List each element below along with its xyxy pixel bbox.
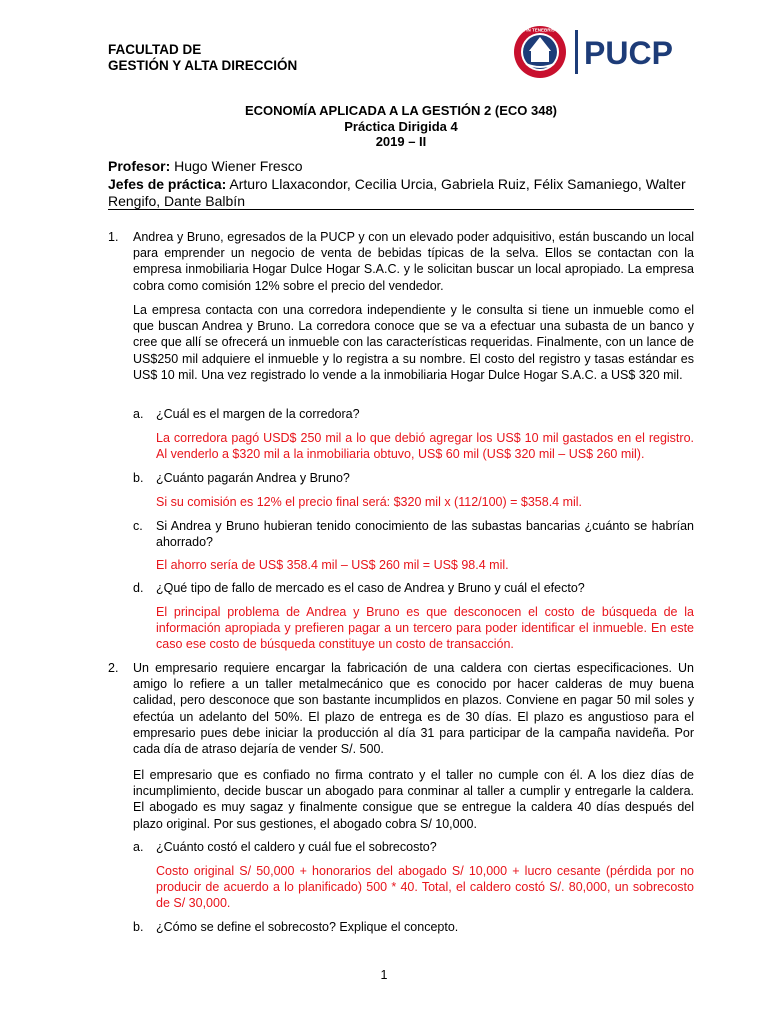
question-1a-letter: a.	[133, 407, 144, 421]
question-1b-text: ¿Cuánto pagarán Andrea y Bruno?	[156, 471, 350, 485]
question-2a-answer: Costo original S/ 50,000 + honorarios del abogado S/ 10,000 + lucro cesante (pérdida por no producir de acuerdo a lo planificado) 500 * 40. Total, el caldero costó S/. 80,000, un sobrecosto de S/ 30,000.	[156, 864, 694, 911]
header-divider	[108, 209, 694, 210]
question-1-number: 1.	[108, 230, 119, 244]
question-1d-answer: El principal problema de Andrea y Bruno es que desconocen el costo de búsqueda de la información apropiada y prefieren pagar a un tercero para poder identificar el inmueble. En este caso ese costo de búsqueda constituye un costo de transacción.	[156, 605, 694, 652]
question-2a-letter: a.	[133, 840, 144, 854]
faculty-name	[108, 42, 297, 74]
pucp-brand-text: PUCP	[584, 35, 673, 71]
ta-names: Arturo Llaxacondor, Cecilia Urcia, Gabriela Ruiz, Félix Samaniego, Walter Rengifo, Dante Balbín	[108, 175, 686, 209]
professor-name: Hugo Wiener Fresco	[170, 158, 303, 174]
question-1d-letter: d.	[133, 581, 144, 595]
logo-divider	[575, 30, 578, 74]
question-2b-letter: b.	[133, 920, 144, 934]
course-term: 2019 – II	[375, 134, 427, 149]
question-1c-text: Si Andrea y Bruno hubieran tenido conocimiento de las subastas bancarias ¿cuánto se habrían ahorrado?	[156, 519, 694, 550]
question-1-paragraph-2: La empresa contacta con una corredora independiente y le consulta si tiene un inmueble como el que buscan Andrea y Bruno. La corredora conoce que se va a efectuar una subasta de un banco y cree que allí se ofrecerá un inmueble con las características requeridas. Finalmente, con un lance de US$250 mil adquiere el inmueble y lo registra a su nombre. El costo del registro y tasas estándar es US$ 10 mil. Una vez registrado lo vende a la inmobiliaria Hogar Dulce Hogar S.A.C. a US$ 320 mil.	[133, 303, 694, 382]
question-1a-text: ¿Cuál es el margen de la corredora?	[156, 407, 360, 421]
professor-label: Profesor:	[108, 158, 171, 174]
staff-block	[108, 158, 694, 211]
question-2-paragraph-1: Un empresario requiere encargar la fabricación de una caldera con ciertas especificaciones. Un amigo lo refiere a un taller metalmecánico que es conocido por hacer calderas de muy buena calidad, pero desconoce que son bastante incumplidos en plazos. Conviene en pagar 50 mil soles y efectúa un adelanto del 50%. El plazo de entrega es de 30 días. El plazo es angustioso para el empresario pues debe iniciar la producción al día 31 para participar de la campaña navideña. Por cada día de atraso dejaría de vender S/. 500.	[133, 661, 694, 757]
faculty-line-1: FACULTAD DE	[108, 42, 202, 57]
question-1c-answer: El ahorro sería de US$ 358.4 mil – US$ 260 mil = US$ 98.4 mil.	[156, 558, 509, 572]
question-1b-answer: Si su comisión es 12% el precio final será: $320 mil x (112/100) = $358.4 mil.	[156, 495, 583, 509]
pucp-seal-icon	[512, 24, 712, 80]
question-2-paragraph-2: El empresario que es confiado no firma contrato y el taller no cumple con él. A los diez días de incumplimiento, decide buscar un abogado para conminar al taller a cumplir y entregarle la caldera. El abogado es muy sagaz y finalmente consigue que se entregue la caldera 40 días después del plazo original. Por sus gestiones, el abogado cobra S/ 10,000.	[133, 768, 694, 831]
question-2a-text: ¿Cuánto costó el caldero y cuál fue el sobrecosto?	[156, 840, 437, 854]
faculty-line-2: GESTIÓN Y ALTA DIRECCIÓN	[108, 58, 298, 73]
question-1-paragraph-1: Andrea y Bruno, egresados de la PUCP y con un elevado poder adquisitivo, están buscando un local para emprender un negocio de venta de bebidas típicas de la selva. Ellos se contactan con la empresa inmobiliaria Hogar Dulce Hogar S.A.C. y le solicitan buscar un local apropiado. La empresa cobra como comisión 12% sobre el precio del vendedor.	[133, 230, 694, 293]
question-2b-text: ¿Cómo se define el sobrecosto? Explique el concepto.	[156, 920, 459, 934]
question-1a-answer: La corredora pagó USD$ 250 mil a lo que debió agregar los US$ 10 mil gastados en el registro. Al venderlo a $320 mil a la inmobiliaria obtuvo, US$ 60 mil (US$ 320 mil – US$ 260 mil).	[156, 431, 694, 462]
course-heading	[108, 103, 694, 150]
course-subtitle: Práctica Dirigida 4	[344, 118, 458, 134]
pucp-logo	[512, 24, 712, 80]
ta-line	[108, 176, 694, 211]
question-1c-letter: c.	[133, 519, 143, 533]
course-title: ECONOMÍA APLICADA A LA GESTIÓN 2 (ECO 348)	[244, 103, 558, 118]
question-2-number: 2.	[108, 661, 119, 675]
seal-motto: ET LUX IN TENEBRIS LUCET	[512, 27, 572, 33]
page-number: 1	[380, 968, 388, 982]
question-1b-letter: b.	[133, 471, 144, 485]
question-1d-text: ¿Qué tipo de fallo de mercado es el caso de Andrea y Bruno y cuál el efecto?	[156, 581, 585, 595]
ta-label: Jefes de práctica:	[108, 175, 227, 192]
professor-line	[108, 158, 694, 176]
